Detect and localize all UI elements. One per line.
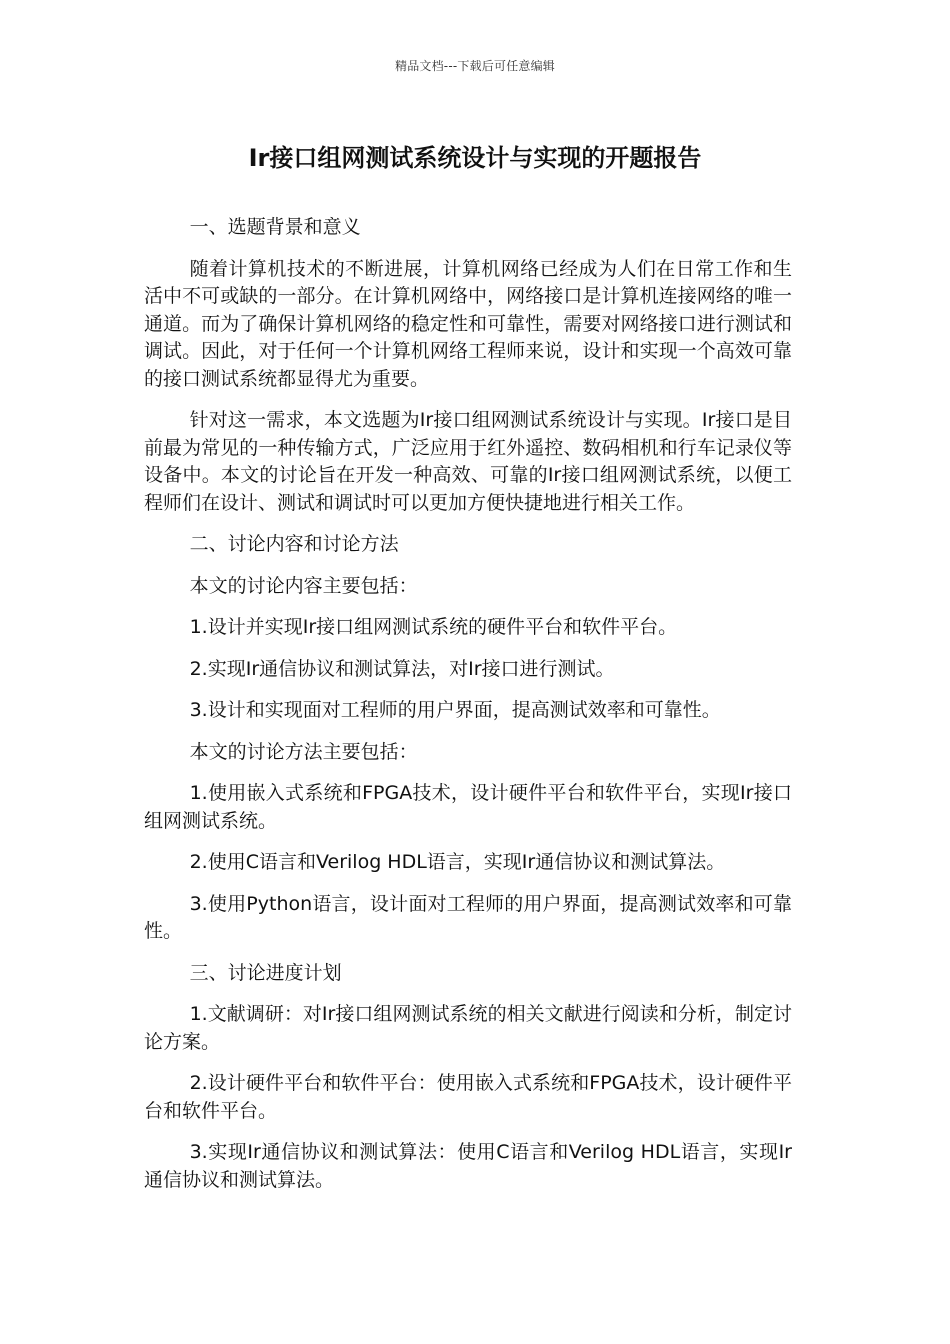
list-item: 3.设计和实现面对工程师的用户界面，提高测试效率和可靠性。 (189, 699, 721, 721)
list-item: 3.使用Python语言，设计面对工程师的用户界面，提高测试效率和可靠性。 (144, 892, 792, 942)
list-item: 1.设计并实现Ir接口组网测试系统的硬件平台和软件平台。 (189, 616, 678, 638)
body-paragraph: 本文的讨论方法主要包括： (189, 740, 418, 763)
list-item: 3.实现Ir通信协议和测试算法：使用C语言和Verilog HDL语言，实现Ir通信协议和测试算法。 (144, 1141, 792, 1191)
list-item: 1.使用嵌入式系统和FPGA技术，设计硬件平台和软件平台，实现Ir接口组网测试系统。 (144, 782, 792, 832)
header-note: 精品文档---下载后可任意编辑 (395, 59, 555, 73)
section-heading-schedule: 三、讨论进度计划 (189, 961, 342, 984)
section-heading-background: 一、选题背景和意义 (189, 216, 361, 238)
body-paragraph: 随着计算机技术的不断进展，计算机网络已经成为人们在日常工作和生活中不可或缺的一部分。在计算机网络中，网络接口是计算机连接网络的唯一通道。而为了确保计算机网络的稳定性和可靠性，需要对网络接口进行测试和调试。因此，对于任何一个计算机网络工程师来说，设计和实现一个高效可靠的接口测试系统都显得尤为重要。 (144, 257, 792, 390)
list-item: 1.文献调研：对Ir接口组网测试系统的相关文献进行阅读和分析，制定讨论方案。 (144, 1003, 792, 1053)
document-title: Ir接口组网测试系统设计与实现的开题报告 (248, 144, 702, 172)
list-item: 2.设计硬件平台和软件平台：使用嵌入式系统和FPGA技术，设计硬件平台和软件平台。 (144, 1072, 792, 1122)
document-body (144, 214, 792, 1208)
list-item: 2.实现Ir通信协议和测试算法，对Ir接口进行测试。 (189, 657, 615, 680)
list-item: 2.使用C语言和Verilog HDL语言，实现Ir通信协议和测试算法。 (189, 851, 726, 873)
body-paragraph: 本文的讨论内容主要包括： (189, 574, 418, 597)
section-heading-content-methods: 二、讨论内容和讨论方法 (189, 533, 399, 555)
body-paragraph: 针对这一需求，本文选题为Ir接口组网测试系统设计与实现。Ir接口是目前最为常见的一种传输方式，广泛应用于红外遥控、数码相机和行车记录仪等设备中。本文的讨论旨在开发一种高效、可靠的Ir接口组网测试系统，以便工程师们在设计、测试和调试时可以更加方便快捷地进行相关工作。 (144, 409, 792, 514)
